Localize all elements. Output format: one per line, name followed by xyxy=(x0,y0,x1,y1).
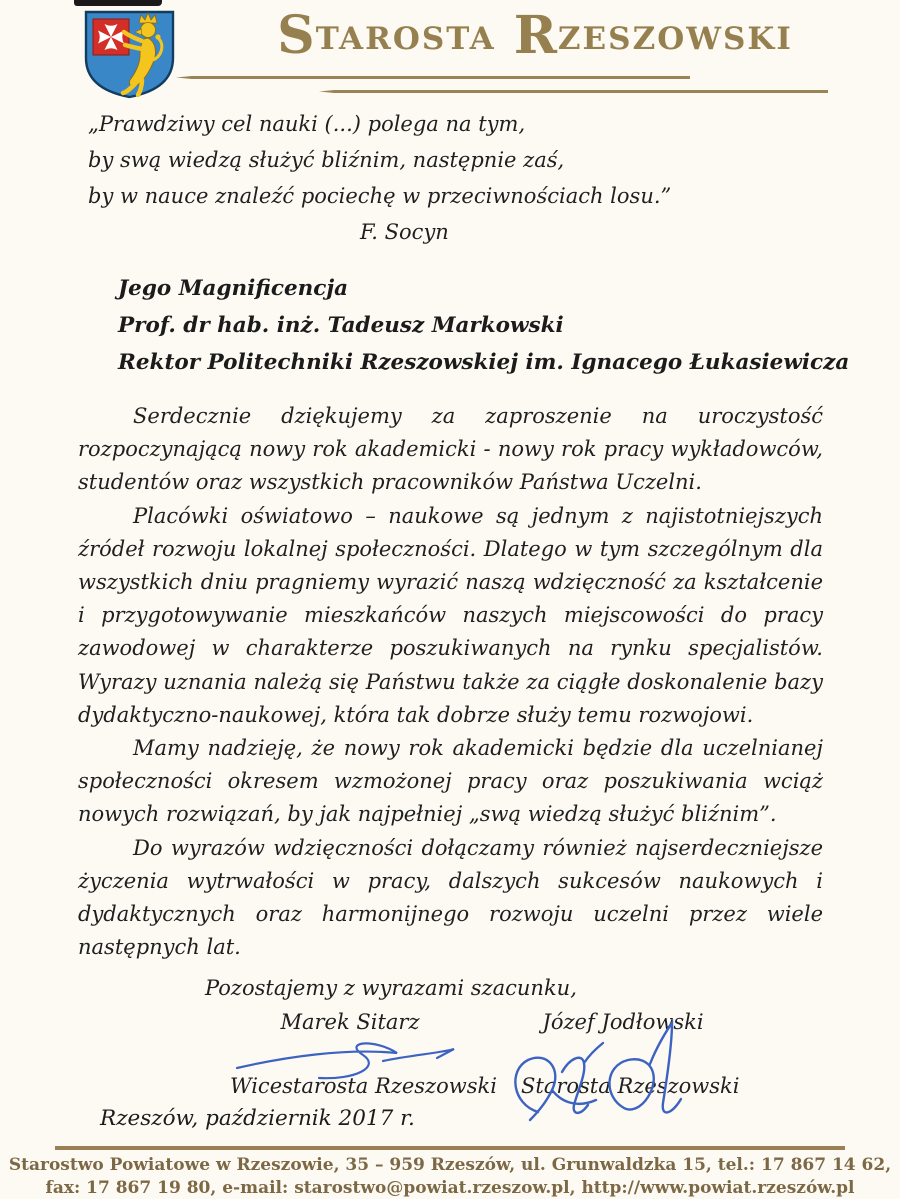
quote-line: „Prawdziwy cel nauki (...) polega na tym, xyxy=(88,112,526,136)
letterhead-title: STAROSTA RZESZOWSKI xyxy=(277,5,793,66)
coat-of-arms-icon xyxy=(82,8,177,104)
motto-quote xyxy=(88,106,671,250)
signer-name-right: Józef Jodłowski xyxy=(542,1010,704,1034)
footer-address-line: Starostwo Powiatowe w Rzeszowie, 35 – 959 Rzeszów, ul. Grunwaldzka 15, tel.: 17 867 14 62, xyxy=(8,1155,892,1175)
letterhead-initial-r: R xyxy=(513,5,558,66)
paragraph: Serdecznie dziękujemy za zaproszenie na uroczystość rozpoczynającą nowy rok akademicki - nowy rok pracy wykładowców, studentów oraz wszystkich pracowników Państwa Uczelni. xyxy=(78,404,823,495)
paragraph: Do wyrazów wdzięczności dołączamy również najserdeczniejsze życzenia wytrwałości w pracy, dalszych sukcesów naukowych i dydaktycznych oraz harmonijnego rozwoju uczelni przez wiele następnych lat. xyxy=(78,835,823,960)
footer-rule xyxy=(55,1146,845,1150)
letter-body xyxy=(78,400,823,964)
signer-name-left: Marek Sitarz xyxy=(280,1010,420,1034)
addressee-name: Prof. dr hab. inż. Tadeusz Markowski xyxy=(118,313,564,338)
footer-contact-line: fax: 17 867 19 80, e-mail: starostwo@powiat.rzeszow.pl, http://www.powiat.rzeszów.pl xyxy=(45,1178,855,1198)
header-rule-bottom xyxy=(319,90,828,93)
quote-attribution: F. Socyn xyxy=(360,220,449,244)
scan-edge-artifact xyxy=(74,0,162,6)
paragraph: Placówki oświatowo – naukowe są jednym z najistotniejszych źródeł rozwoju lokalnej społeczności. Dlatego w tym szczególnym dla wszystkich dniu pragniemy wyrazić naszą wdzięczność za kształcenie i przygotowywanie mieszkańców naszych miejscowości do pracy zawodowej w charakterze poszukiwanych na rynku specjalistów. Wyrazy uznania należą się Państwu także za ciągłe doskonalenie bazy dydaktyczno-naukowej, która tak dobrze służy temu rozwojowi. xyxy=(78,503,823,727)
addressee-block xyxy=(118,270,849,381)
signer-title-left: Wicestarosta Rzeszowski xyxy=(230,1074,497,1098)
closing-salutation: Pozostajemy z wyrazami szacunku, xyxy=(205,976,577,1000)
quote-line: by w nauce znaleźć pociechę w przeciwnościach losu.” xyxy=(88,184,672,208)
handwritten-signature-right xyxy=(500,1018,715,1130)
paragraph: Mamy nadzieję, że nowy rok akademicki będzie dla uczelnianej społeczności okresem wzmożonej pracy oraz poszukiwania wciąż nowych rozwiązań, by jak najpełniej „swą wiedzą służyć bliźnim”. xyxy=(78,736,823,827)
footer-contact-block xyxy=(0,1154,900,1199)
quote-line: by swą wiedzą służyć bliźnim, następnie zaś, xyxy=(88,148,565,172)
addressee-position: Rektor Politechniki Rzeszowskiej im. Ignacego Łukasiewicza xyxy=(118,350,850,375)
signer-title-right: Starosta Rzeszowski xyxy=(521,1074,740,1098)
letterhead-initial-s: S xyxy=(277,5,316,66)
addressee-honorific: Jego Magnificencja xyxy=(118,276,349,301)
header-rule-top xyxy=(176,76,690,79)
handwritten-signature-left xyxy=(233,1030,461,1086)
place-dateline: Rzeszów, październik 2017 r. xyxy=(100,1106,415,1131)
